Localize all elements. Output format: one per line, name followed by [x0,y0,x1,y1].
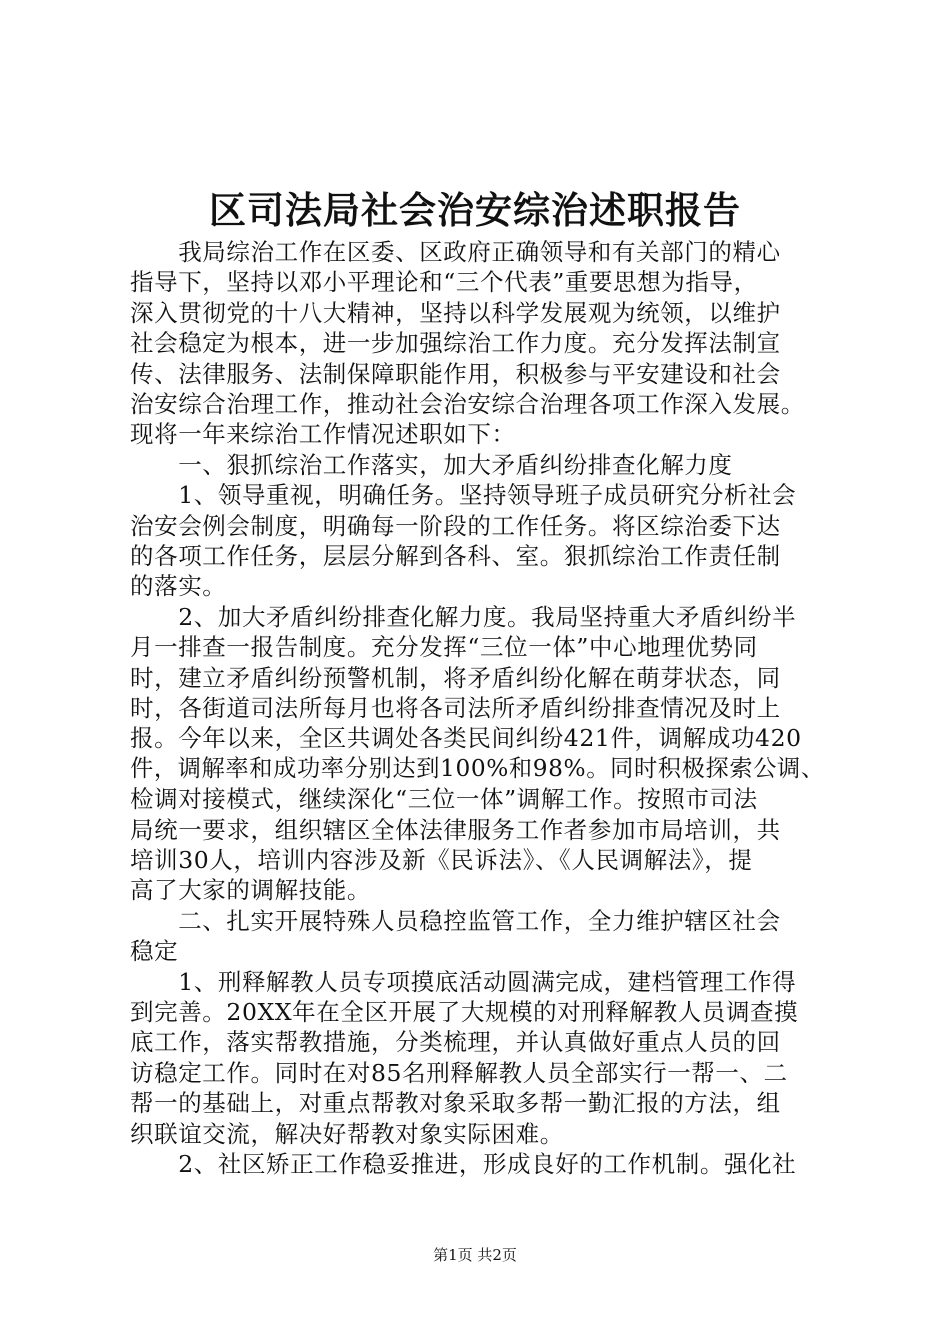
body-line: 传、法律服务、法制保障职能作用，积极参与平安建设和社会 [130,359,781,388]
body-line: 的各项工作任务，层层分解到各科、室。狠抓综治工作责任制 [130,542,781,570]
body-line: 月一排查一报告制度。充分发挥“三位一体”中心地理优势同 [130,633,758,662]
body-line: 社会稳定为根本，进一步加强综治工作力度。充分发挥法制宣 [130,329,781,358]
body-line: 治安综合治理工作，推动社会治安综合治理各项工作深入发展。 [130,390,805,418]
body-line: 底工作，落实帮教措施，分类梳理，并认真做好重点人员的回 [130,1028,781,1057]
body-line: 报。今年以来，全区共调处各类民间纠纷421件，调解成功420 [130,724,802,753]
body-line: 二、扎实开展特殊人员稳控监管工作，全力维护辖区社会 [130,906,781,935]
body-line: 织联谊交流，解决好帮教对象实际困难。 [130,1119,564,1148]
body-line: 稳定 [130,937,179,966]
body-line: 的落实。 [130,572,227,601]
body-line: 指导下，坚持以邓小平理论和“三个代表”重要思想为指导， [130,268,758,297]
body-line: 时，建立矛盾纠纷预警机制，将矛盾纠纷化解在萌芽状态，同 [130,663,781,692]
body-line: 帮一的基础上，对重点帮教对象采取多帮一勤汇报的方法，组 [130,1089,781,1118]
body-line: 高了大家的调解技能。 [130,876,371,905]
body-line: 2、加大矛盾纠纷排查化解力度。我局坚持重大矛盾纠纷半 [130,602,797,631]
body-line: 时，各街道司法所每月也将各司法所矛盾纠纷排查情况及时上 [130,694,781,722]
body-line: 培训30人，培训内容涉及新《民诉法》、《人民调解法》，提 [130,846,753,874]
body-line: 访稳定工作。同时在对85名刑释解教人员全部实行一帮一、二 [130,1058,788,1087]
body-line: 到完善。20XX年在全区开展了大规模的对刑释解教人员调查摸 [130,998,799,1026]
body-line: 我局综治工作在区委、区政府正确领导和有关部门的精心 [130,238,781,266]
body-line: 局统一要求，组织辖区全体法律服务工作者参加市局培训，共 [130,815,781,844]
body-line: 检调对接模式，继续深化“三位一体”调解工作。按照市司法 [130,785,758,814]
body-line: 现将一年来综治工作情况述职如下： [130,420,516,449]
body-line: 2、社区矫正工作稳妥推进，形成良好的工作机制。强化社 [130,1150,797,1178]
body-line: 一、狠抓综治工作落实，加大矛盾纠纷排查化解力度 [130,450,733,479]
document-title: 区司法局社会治安综治述职报告 [209,188,741,232]
body-line: 1、领导重视，明确任务。坚持领导班子成员研究分析社会 [130,481,797,510]
body-line: 治安会例会制度，明确每一阶段的工作任务。将区综治委下达 [130,511,781,540]
page-footer: 第1页 共2页 [433,1246,517,1264]
body-line: 件，调解率和成功率分别达到100%和98%。同时积极探索公调、 [130,754,825,782]
body-line: 深入贯彻党的十八大精神，坚持以科学发展观为统领，以维护 [130,298,781,327]
body-line: 1、刑释解教人员专项摸底活动圆满完成，建档管理工作得 [130,967,797,996]
